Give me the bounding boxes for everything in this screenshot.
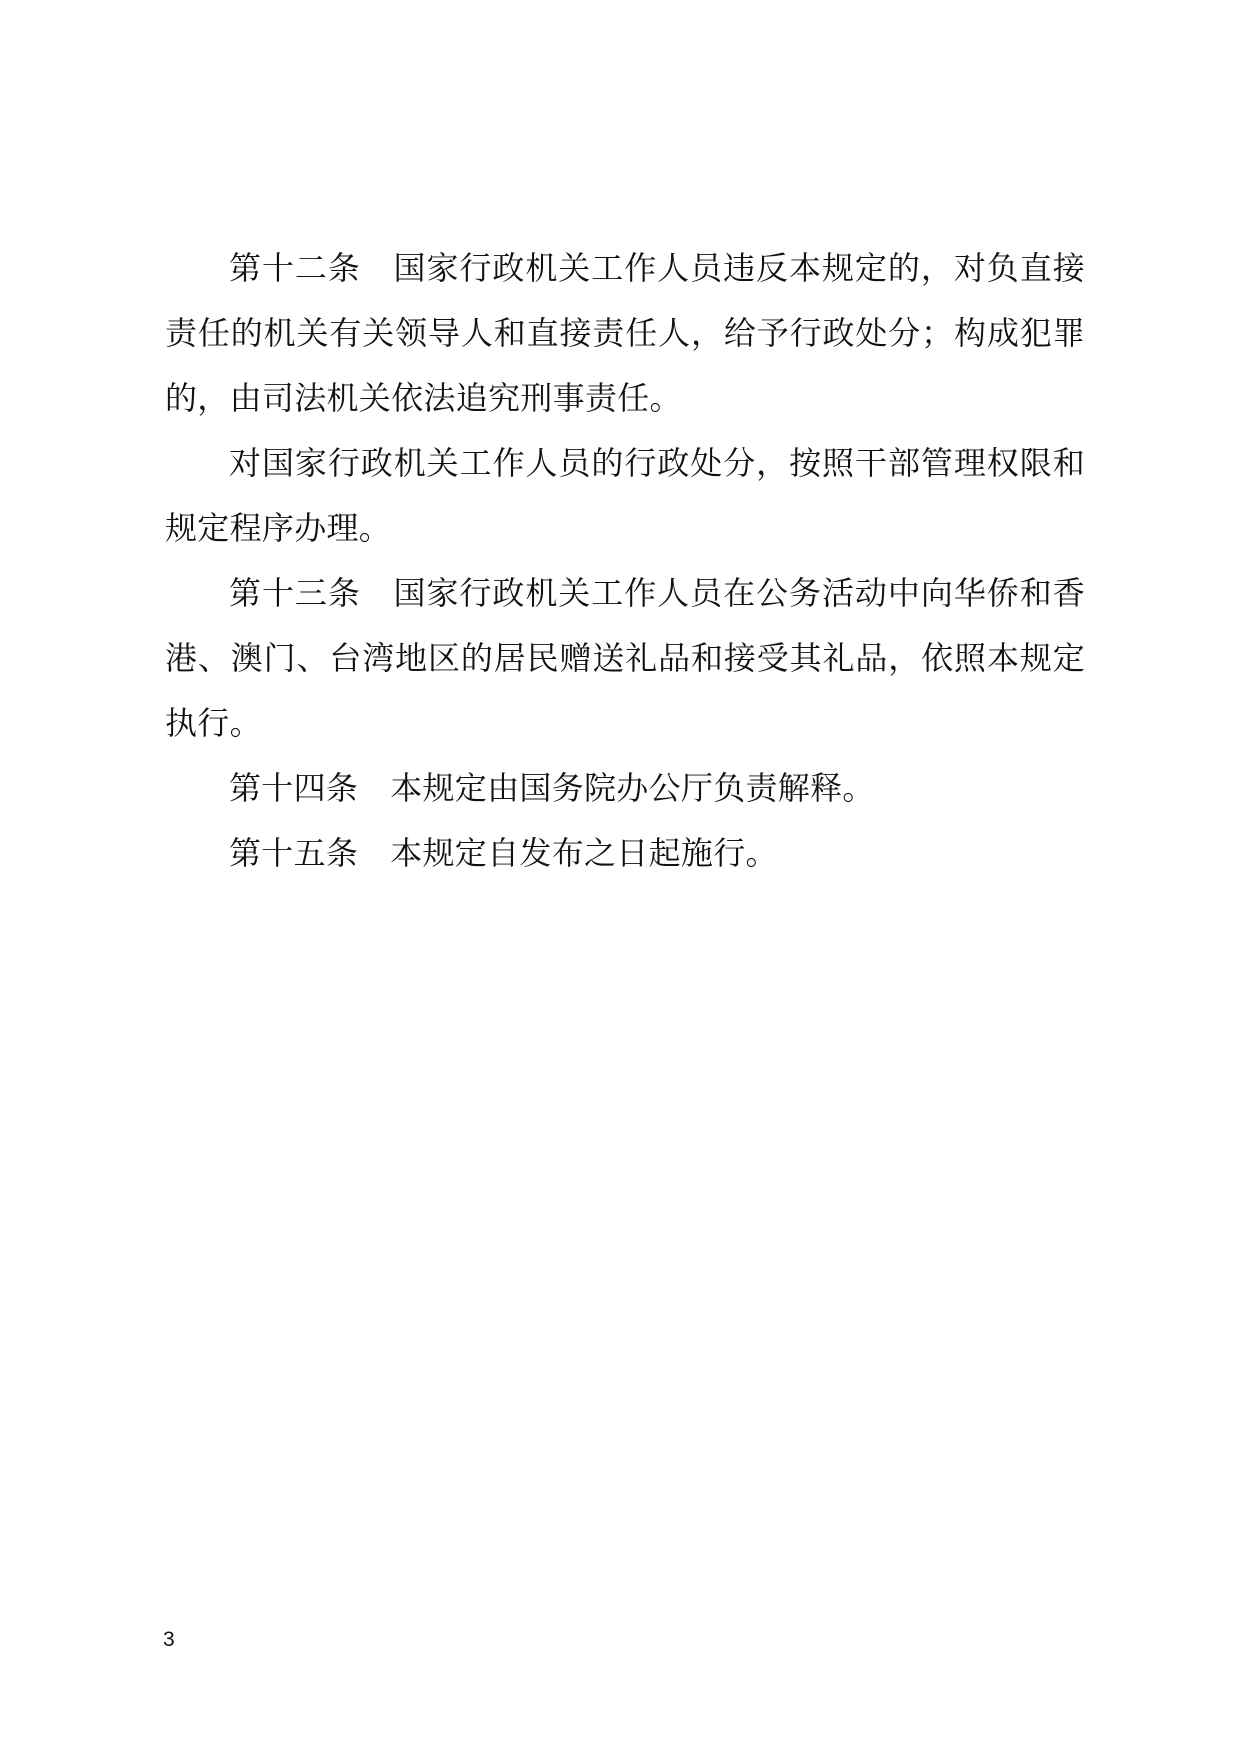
document-body bbox=[165, 236, 1085, 886]
article-14-paragraph bbox=[165, 756, 1085, 821]
article-12-text: 国家行政机关工作人员违反本规定的，对负直接责任的机关有关领导人和直接责任人，给予行政处分；构成犯罪的，由司法机关依法追究刑事责任。 bbox=[165, 249, 1085, 417]
article-12-label: 第十二条 bbox=[229, 249, 361, 287]
article-12-second-paragraph bbox=[165, 431, 1085, 561]
article-14-label: 第十四条 bbox=[229, 769, 359, 807]
article-13-text: 国家行政机关工作人员在公务活动中向华侨和香港、澳门、台湾地区的居民赠送礼品和接受其礼品，依照本规定执行。 bbox=[165, 574, 1085, 742]
article-13-paragraph bbox=[165, 561, 1085, 756]
article-14-text: 本规定由国务院办公厅负责解释。 bbox=[390, 769, 875, 807]
article-15-label: 第十五条 bbox=[229, 834, 359, 872]
article-15-text: 本规定自发布之日起施行。 bbox=[390, 834, 778, 872]
article-15-paragraph bbox=[165, 821, 1085, 886]
article-13-label: 第十三条 bbox=[229, 574, 361, 612]
article-12-paragraph bbox=[165, 236, 1085, 431]
article-12-second-text: 对国家行政机关工作人员的行政处分，按照干部管理权限和规定程序办理。 bbox=[165, 444, 1085, 547]
page-number: 3 bbox=[163, 1628, 175, 1651]
